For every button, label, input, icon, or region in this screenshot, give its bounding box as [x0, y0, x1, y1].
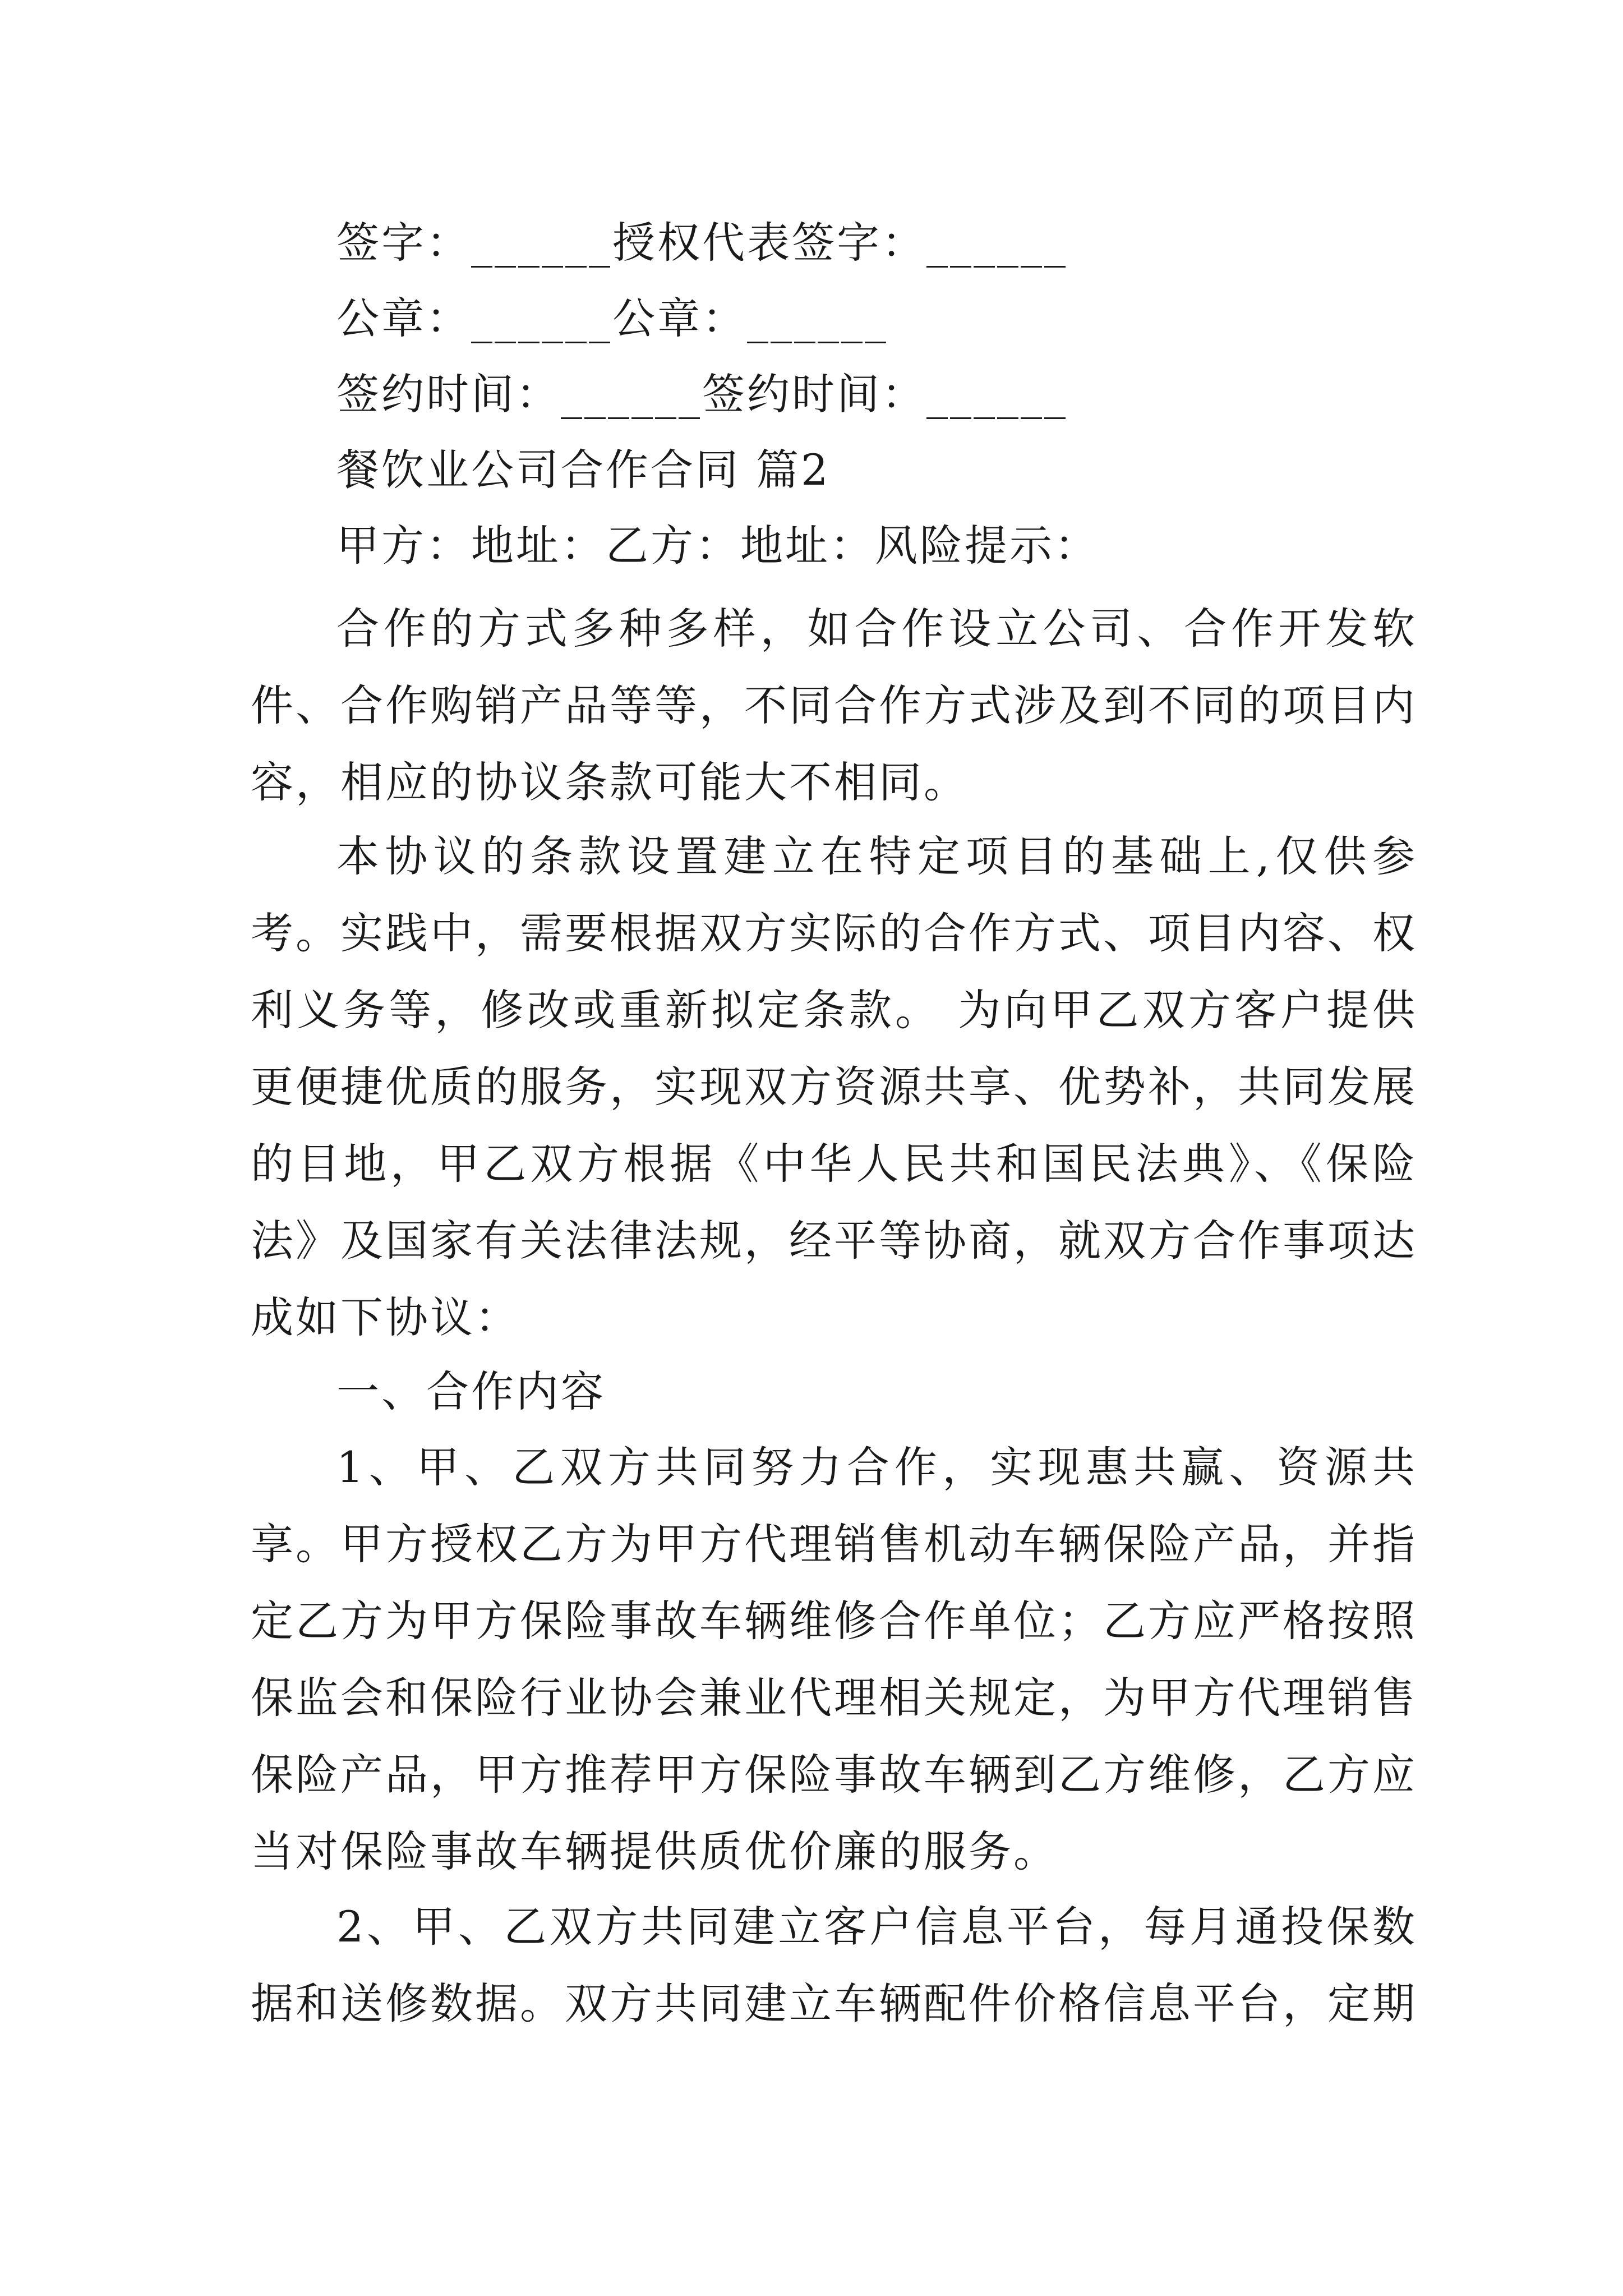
seal-line: 公章：______公章：______ — [336, 293, 888, 343]
paragraph-clause-2: 2、甲、乙双方共同建立客户信息平台，每月通投保数据和送修数据。双方共同建立车辆配件价格信息平台，定期 — [251, 1902, 1417, 2028]
signature-line: 签字：______授权代表签字：______ — [336, 218, 1068, 268]
parties-line: 甲方：地址：乙方：地址：风险提示： — [336, 521, 1099, 570]
heading-cooperation-content: 一、合作内容 — [336, 1366, 606, 1416]
paragraph-cooperation-methods: 合作的方式多种多样，如合作设立公司、合作开发软件、合作购销产品等等，不同合作方式涉及到不同的项目内容，相应的协议条款可能大不相同。 — [251, 604, 1417, 807]
paragraph-clause-1: 1、甲、乙双方共同努力合作，实现惠共赢、资源共享。甲方授权乙方为甲方代理销售机动车辆保险产品，并指定乙方为甲方保险事故车辆维修合作单位；乙方应严格按照保监会和保险行业协会兼业代理相关规定，为甲方代理销售保险产品，甲方推荐甲方保险事故车辆到乙方维修，乙方应当对保险事故车辆提供质优价廉的服务。 — [251, 1442, 1417, 1876]
signing-date-line: 签约时间：______签约时间：______ — [336, 369, 1068, 419]
paragraph-agreement-basis: 本协议的条款设置建立在特定项目的基础上,仅供参考。实践中，需要根据双方实际的合作方式、项目内容、权利义务等，修改或重新拟定条款。 为向甲乙双方客户提供更便捷优质的服务，实现双方资源共享、优势补，共同发展的目地，甲乙双方根据《中华人民共和国民法典》、《保险法》及国家有关法律法规，经平等协商，就双方合作事项达成如下协议： — [251, 831, 1417, 1342]
section-title: 餐饮业公司合作合同 篇2 — [336, 445, 831, 495]
